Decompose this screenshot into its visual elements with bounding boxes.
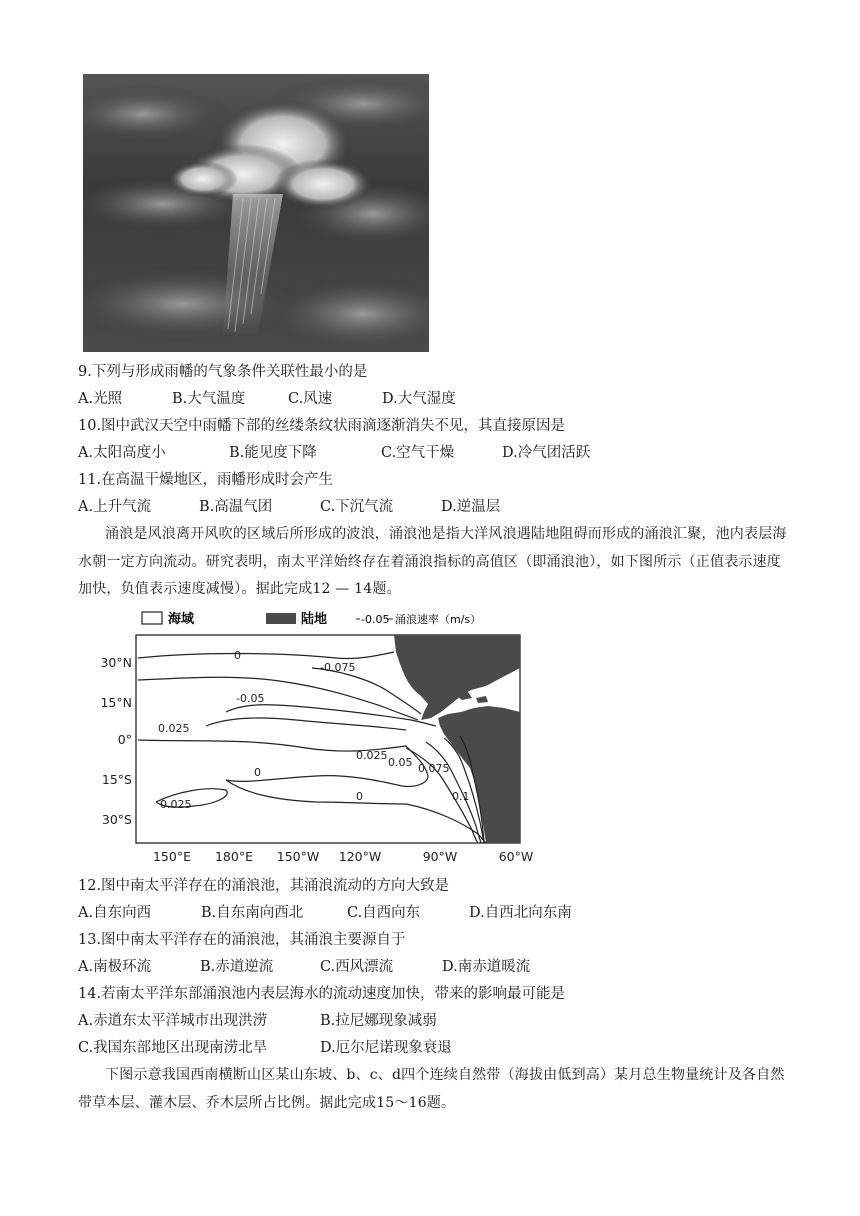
question-11-options — [78, 497, 500, 517]
legend-land-label: 陆地 — [301, 612, 328, 627]
contour-label: 0 — [254, 766, 261, 779]
question-12-options — [78, 903, 572, 923]
contour-label: 0.025 — [158, 722, 190, 735]
option-a[interactable]: A.上升气流 — [78, 499, 152, 515]
swell-passage: 涌浪是风浪离开风吹的区域后所形成的波浪，涌浪池是指大洋风浪遇陆地阻碍而形成的涌浪汇聚，池内表层海水朝一定方向流动。研究表明，南太平洋始终存在着涌浪指标的高值区（即涌浪池），如下图所示（正值表示速度加快，负值表示速度减慢）。据此完成12 — 14题。 — [78, 526, 787, 597]
option-c[interactable]: C.我国东部地区出现南涝北旱 — [78, 1040, 268, 1056]
question-10-options — [78, 443, 590, 463]
option-d[interactable]: D.大气湿度 — [382, 391, 456, 407]
option-d[interactable]: D.南赤道暖流 — [442, 959, 531, 975]
option-a[interactable]: A.光照 — [78, 391, 123, 407]
option-c[interactable]: C.自西向东 — [347, 905, 421, 921]
contour-label: 0.025 — [356, 749, 388, 762]
lat-label: 30°S — [101, 812, 132, 827]
legend-contour-desc: 涌浪速率（m/s） — [395, 613, 482, 626]
option-d[interactable]: D.冷气团活跃 — [502, 445, 591, 461]
option-d[interactable]: D.厄尔尼诺现象衰退 — [320, 1040, 452, 1056]
swell-rate-map — [76, 608, 546, 866]
contour-label: 0.05 — [388, 756, 413, 769]
lon-label: 180°E — [214, 849, 254, 864]
cloud-image — [83, 74, 429, 352]
option-b[interactable]: B.大气温度 — [172, 391, 246, 407]
question-14-options-row1 — [78, 1011, 437, 1031]
option-d[interactable]: D.自西北向东南 — [469, 905, 572, 921]
contour-label: 0 — [234, 649, 241, 662]
lat-label: 0° — [117, 732, 132, 747]
option-b[interactable]: B.高温气团 — [199, 499, 273, 515]
option-c[interactable]: C.下沉气流 — [320, 499, 394, 515]
option-d[interactable]: D.逆温层 — [441, 499, 501, 515]
legend-land-swatch — [266, 613, 296, 624]
longitude-labels — [153, 849, 533, 864]
lat-label: 30°N — [100, 655, 132, 670]
option-a[interactable]: A.太阳高度小 — [78, 445, 166, 461]
option-c[interactable]: C.西风漂流 — [320, 959, 394, 975]
question-9-options — [78, 389, 456, 409]
option-b[interactable]: B.能见度下降 — [229, 445, 317, 461]
map-legend — [142, 611, 481, 627]
lat-label: 15°S — [101, 772, 132, 787]
lon-label: 60°W — [498, 849, 534, 864]
option-b[interactable]: B.自东南向西北 — [201, 905, 304, 921]
option-a[interactable]: A.赤道东太平洋城市出现洪涝 — [78, 1013, 268, 1029]
question-14-options-row2 — [78, 1038, 452, 1058]
lon-label: 150°W — [276, 849, 320, 864]
virga-cloud-photo — [83, 74, 429, 352]
question-11-stem: 11.在高温干燥地区，雨幡形成时会产生 — [78, 472, 334, 488]
option-c[interactable]: C.空气干燥 — [381, 445, 455, 461]
option-a[interactable]: A.自东向西 — [78, 905, 152, 921]
contour-label: -0.05 — [236, 692, 265, 705]
contour-label: 0.025 — [160, 798, 192, 811]
contour-label: 0.075 — [418, 762, 450, 775]
contour-label: -0.075 — [320, 661, 356, 674]
option-b[interactable]: B.拉尼娜现象减弱 — [320, 1013, 437, 1029]
question-12-stem: 12.图中南太平洋存在的涌浪池，其涌浪流动的方向大致是 — [78, 878, 450, 894]
question-14-stem: 14.若南太平洋东部涌浪池内表层海水的流动速度加快，带来的影响最可能是 — [78, 986, 566, 1002]
option-a[interactable]: A.南极环流 — [78, 959, 152, 975]
question-13-options — [78, 957, 530, 977]
lon-label: 90°W — [422, 849, 458, 864]
option-b[interactable]: B.赤道逆流 — [200, 959, 274, 975]
question-9-stem: 9.下列与形成雨幡的气象条件关联性最小的是 — [78, 364, 368, 380]
legend-sea-swatch — [142, 612, 162, 624]
lon-label: 120°W — [338, 849, 382, 864]
legend-sea-label: 海域 — [168, 612, 195, 627]
lon-label: 150°E — [152, 849, 192, 864]
legend-contour-value: -0.05 — [361, 613, 390, 626]
question-10-stem: 10.图中武汉天空中雨幡下部的丝缕条纹状雨滴逐渐消失不见，其直接原因是 — [78, 418, 566, 434]
question-13-stem: 13.图中南太平洋存在的涌浪池，其涌浪主要源自于 — [78, 932, 406, 948]
contour-label: 0.1 — [452, 790, 470, 803]
hengduan-passage: 下图示意我国西南横断山区某山东坡、b、c、d四个连续自然带（海拔由低到高）某月总生物量统计及各自然带草本层、灌木层、乔木层所占比例。据此完成15～16题。 — [78, 1067, 785, 1111]
contour-label: 0 — [356, 790, 363, 803]
latitude-labels — [100, 655, 132, 827]
option-c[interactable]: C.风速 — [288, 391, 333, 407]
lat-label: 15°N — [100, 695, 132, 710]
